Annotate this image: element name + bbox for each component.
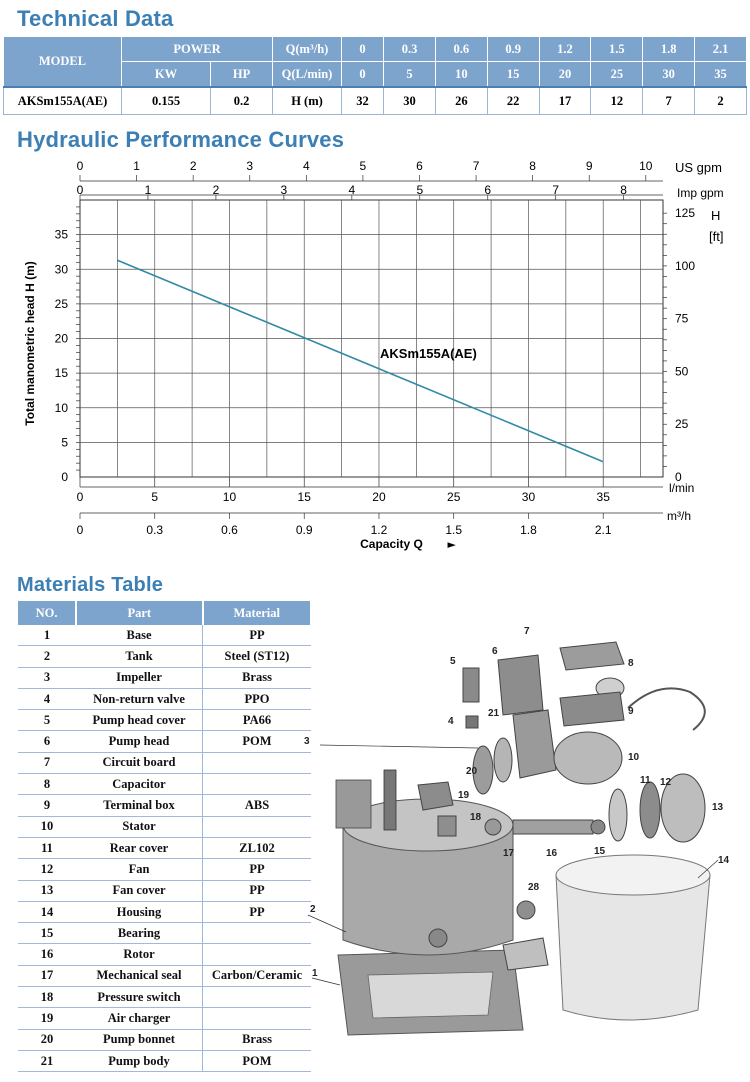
materials-title: Materials Table xyxy=(17,574,164,596)
part-no: 19 xyxy=(18,1008,76,1029)
part-no: 13 xyxy=(18,880,76,901)
usgpm-tick-label: 3 xyxy=(246,159,254,173)
impgpm-tick-label: 0 xyxy=(76,183,84,197)
q-m3h-cell: 0.9 xyxy=(487,37,539,62)
part-no: 8 xyxy=(18,774,76,795)
power-cable xyxy=(628,688,705,730)
usgpm-tick-label: 1 xyxy=(133,159,140,173)
circuit-board-part xyxy=(560,642,624,670)
diagram-label-1: 1 xyxy=(312,968,318,979)
m3h-tick-label: 1.8 xyxy=(520,523,537,537)
part-material xyxy=(203,816,312,837)
part-no: 12 xyxy=(18,859,76,880)
part-name: Pump bonnet xyxy=(76,1029,203,1050)
part-name: Base xyxy=(76,625,203,646)
q-lmin-header: Q(L/min) xyxy=(273,62,342,88)
mechanical-seal-part xyxy=(485,819,501,835)
table-row xyxy=(18,731,311,752)
part-material: ZL102 xyxy=(203,837,312,858)
q-lmin-cell: 15 xyxy=(487,62,539,88)
q-lmin-cell: 25 xyxy=(591,62,643,88)
table-row xyxy=(18,688,311,709)
diagram-label-20: 20 xyxy=(466,766,478,777)
m3h-tick-label: 1.2 xyxy=(370,523,388,537)
materials-table xyxy=(18,601,312,1072)
part-material: PPO xyxy=(203,688,312,709)
head-cell: 17 xyxy=(539,87,591,115)
diagram-label-12: 12 xyxy=(660,777,672,788)
head-cell: 22 xyxy=(487,87,539,115)
diagram-label-16: 16 xyxy=(546,848,558,859)
part-material: ABS xyxy=(203,795,312,816)
table-row xyxy=(18,1008,311,1029)
part-material: PP xyxy=(203,859,312,880)
part-no: 1 xyxy=(18,625,76,646)
kw-header: KW xyxy=(122,62,211,88)
materials-header-2: Material xyxy=(203,601,312,625)
fan-part xyxy=(640,782,660,838)
performance-chart xyxy=(0,150,750,560)
bracket-part xyxy=(336,780,371,828)
q-lmin-cell: 20 xyxy=(539,62,591,88)
table-row xyxy=(18,1050,311,1071)
table-row xyxy=(18,837,311,858)
pump-body-part xyxy=(513,710,556,778)
tank-port xyxy=(429,929,447,947)
part-name: Pressure switch xyxy=(76,987,203,1008)
table-row xyxy=(18,625,311,646)
m3h-tick-label: 0.6 xyxy=(221,523,238,537)
impgpm-tick-label: 7 xyxy=(552,183,560,197)
part-name: Tank xyxy=(76,646,203,667)
diagram-label-3: 3 xyxy=(304,736,310,747)
kw-value: 0.155 xyxy=(122,87,211,115)
part-material xyxy=(203,1008,312,1029)
table-row xyxy=(18,965,311,986)
hp-value: 0.2 xyxy=(211,87,273,115)
part-no: 15 xyxy=(18,923,76,944)
head-cell: 30 xyxy=(384,87,436,115)
diagram-label-14: 14 xyxy=(718,855,730,866)
q-m3h-cell: 1.5 xyxy=(591,37,643,62)
q-lmin-cell: 5 xyxy=(384,62,436,88)
diagram-label-4: 4 xyxy=(448,716,454,727)
technical-data-title: Technical Data xyxy=(17,6,174,31)
q-lmin-cell: 30 xyxy=(643,62,695,88)
part-name: Capacitor xyxy=(76,774,203,795)
part-no: 14 xyxy=(18,901,76,922)
part-material: PP xyxy=(203,901,312,922)
diagram-label-10: 10 xyxy=(628,752,640,763)
y-tick-label: 10 xyxy=(54,400,68,415)
usgpm-tick-label: 10 xyxy=(639,159,653,173)
part-name: Mechanical seal xyxy=(76,965,203,986)
part-name: Rotor xyxy=(76,944,203,965)
performance-curve xyxy=(117,260,603,462)
head-cell: 26 xyxy=(435,87,487,115)
impgpm-tick-label: 3 xyxy=(280,183,288,197)
part-material xyxy=(203,752,312,773)
usgpm-tick-label: 0 xyxy=(76,159,84,173)
model-header: MODEL xyxy=(4,37,122,88)
y-tick-label: 20 xyxy=(54,331,68,346)
part-name: Non-return valve xyxy=(76,688,203,709)
ft-tick-label: 125 xyxy=(675,206,696,221)
part-no: 10 xyxy=(18,816,76,837)
part-name: Rear cover xyxy=(76,837,203,858)
impgpm-tick-label: 5 xyxy=(416,183,424,197)
y-tick-label: 25 xyxy=(54,296,68,311)
m3h-tick-label: 0.3 xyxy=(146,523,164,537)
model-value: AKSm155A(AE) xyxy=(4,87,122,115)
part-no: 4 xyxy=(18,688,76,709)
part-name: Stator xyxy=(76,816,203,837)
materials-header-1: Part xyxy=(76,601,203,625)
part-no: 3 xyxy=(18,667,76,688)
base-opening xyxy=(368,972,493,1018)
impgpm-tick-label: 2 xyxy=(212,183,220,197)
part-material xyxy=(203,944,312,965)
part-name: Terminal box xyxy=(76,795,203,816)
shaft-part xyxy=(384,770,396,830)
table-row xyxy=(18,667,311,688)
usgpm-tick-label: 4 xyxy=(302,159,310,173)
curve-label: AKSm155A(AE) xyxy=(380,346,477,361)
y-tick-label: 30 xyxy=(54,262,68,277)
q-m3h-cell: 2.1 xyxy=(695,37,747,62)
materials-header-0: NO. xyxy=(18,601,76,625)
part-name: Fan cover xyxy=(76,880,203,901)
part-material: PP xyxy=(203,625,312,646)
head-cell: 2 xyxy=(695,87,747,115)
table-row xyxy=(18,859,311,880)
curves-title: Hydraulic Performance Curves xyxy=(17,127,345,152)
part-no: 6 xyxy=(18,731,76,752)
usgpm-tick-label: 9 xyxy=(585,159,593,173)
x-axis-label: Capacity Q xyxy=(360,537,423,551)
impgpm-tick-label: 6 xyxy=(484,183,492,197)
diagram-label-2: 2 xyxy=(310,904,316,915)
pump-head-cover-part xyxy=(463,668,479,702)
m3h-tick-label: 0.9 xyxy=(295,523,313,537)
non-return-valve-part xyxy=(466,716,478,728)
part-no: 2 xyxy=(18,646,76,667)
diagram-label-8: 8 xyxy=(628,658,634,669)
exploded-diagram xyxy=(298,620,748,1080)
part-no: 18 xyxy=(18,987,76,1008)
hp-header: HP xyxy=(211,62,273,88)
usgpm-tick-label: 5 xyxy=(359,159,367,173)
diagram-label-21: 21 xyxy=(488,708,500,719)
diagram-label-28: 28 xyxy=(528,882,540,893)
diagram-label-7: 7 xyxy=(524,626,530,637)
part-material: Carbon/Ceramic xyxy=(203,965,312,986)
table-row xyxy=(18,816,311,837)
part-material xyxy=(203,923,312,944)
usgpm-tick-label: 7 xyxy=(472,159,480,173)
part-no: 9 xyxy=(18,795,76,816)
table-row xyxy=(18,901,311,922)
part-no: 17 xyxy=(18,965,76,986)
part-name: Bearing xyxy=(76,923,203,944)
y-axis-label: Total manometric head H (m) xyxy=(23,261,37,426)
part-material: Brass xyxy=(203,667,312,688)
diagram-label-17: 17 xyxy=(503,848,515,859)
housing-top xyxy=(556,855,710,895)
part-name: Pump body xyxy=(76,1050,203,1071)
part-material xyxy=(203,774,312,795)
table-row xyxy=(18,987,311,1008)
part-material: Steel (ST12) xyxy=(203,646,312,667)
head-cell: 32 xyxy=(342,87,384,115)
ft-unit: [ft] xyxy=(709,229,724,244)
q-lmin-cell: 35 xyxy=(695,62,747,88)
impgpm-tick-label: 4 xyxy=(348,183,356,197)
ft-tick-label: 0 xyxy=(675,470,682,484)
lmin-tick-label: 10 xyxy=(222,490,237,504)
lmin-tick-label: 5 xyxy=(151,490,159,504)
air-charger-part xyxy=(418,782,453,810)
part-no: 21 xyxy=(18,1050,76,1071)
q-m3h-cell: 1.2 xyxy=(539,37,591,62)
part-no: 7 xyxy=(18,752,76,773)
rear-cover-part xyxy=(609,789,627,841)
diagram-label-5: 5 xyxy=(450,656,456,667)
impgpm-tick-label: 1 xyxy=(144,183,152,197)
table-row xyxy=(18,944,311,965)
table-row xyxy=(18,752,311,773)
part-no: 16 xyxy=(18,944,76,965)
q-m3h-cell: 0.3 xyxy=(384,37,436,62)
table-row xyxy=(18,646,311,667)
part-name: Housing xyxy=(76,901,203,922)
impeller-part xyxy=(494,738,512,782)
ft-unit-h: H xyxy=(711,208,721,223)
usgpm-tick-label: 8 xyxy=(529,159,536,173)
part-material: PP xyxy=(203,880,312,901)
q-m3h-header: Q(m³/h) xyxy=(273,37,342,62)
h-header: H (m) xyxy=(273,87,342,115)
table-row xyxy=(18,710,311,731)
table-row xyxy=(18,774,311,795)
diagram-label-11: 11 xyxy=(640,775,651,786)
table-row xyxy=(18,880,311,901)
part-name: Air charger xyxy=(76,1008,203,1029)
q-lmin-cell: 0 xyxy=(342,62,384,88)
part-material: POM xyxy=(203,1050,312,1071)
part-no: 20 xyxy=(18,1029,76,1050)
head-cell: 7 xyxy=(643,87,695,115)
impgpm-unit: Imp gpm xyxy=(677,186,724,200)
diagram-label-19: 19 xyxy=(458,790,470,801)
power-header: POWER xyxy=(122,37,273,62)
ft-tick-label: 50 xyxy=(675,364,689,379)
diagram-label-6: 6 xyxy=(492,646,498,657)
m3h-tick-label: 1.5 xyxy=(445,523,463,537)
technical-data-table xyxy=(3,36,747,115)
gasket-part xyxy=(503,938,548,970)
part-name: Circuit board xyxy=(76,752,203,773)
part-name: Fan xyxy=(76,859,203,880)
table-row xyxy=(18,923,311,944)
usgpm-tick-label: 2 xyxy=(189,159,197,173)
table-row xyxy=(18,795,311,816)
ft-tick-label: 75 xyxy=(675,311,689,326)
diagram-label-18: 18 xyxy=(470,812,482,823)
q-m3h-cell: 0.6 xyxy=(435,37,487,62)
ft-tick-label: 25 xyxy=(675,417,689,432)
m3h-tick-label: 2.1 xyxy=(594,523,612,537)
lmin-tick-label: 0 xyxy=(76,490,84,504)
terminal-box-part xyxy=(560,692,624,726)
y-tick-label: 15 xyxy=(54,366,68,381)
part-material: Brass xyxy=(203,1029,312,1050)
lmin-tick-label: 35 xyxy=(596,490,610,504)
ft-tick-label: 100 xyxy=(675,258,696,273)
lmin-tick-label: 30 xyxy=(521,490,536,504)
x-axis-arrow: ► xyxy=(447,538,456,551)
q-lmin-cell: 10 xyxy=(435,62,487,88)
impgpm-tick-label: 8 xyxy=(620,183,627,197)
q-m3h-cell: 1.8 xyxy=(643,37,695,62)
lmin-unit: l/min xyxy=(669,481,695,495)
part-material: POM xyxy=(203,731,312,752)
m3h-tick-label: 0 xyxy=(76,523,84,537)
diagram-label-13: 13 xyxy=(712,802,724,813)
y-tick-label: 0 xyxy=(61,470,68,484)
part-material: PA66 xyxy=(203,710,312,731)
usgpm-tick-label: 6 xyxy=(416,159,423,173)
y-tick-label: 35 xyxy=(54,227,68,242)
stator-part xyxy=(554,732,622,784)
part-name: Pump head cover xyxy=(76,710,203,731)
usgpm-unit: US gpm xyxy=(675,160,722,175)
table-row xyxy=(18,1029,311,1050)
head-cell: 12 xyxy=(591,87,643,115)
part-28 xyxy=(517,901,535,919)
lmin-tick-label: 20 xyxy=(372,490,386,504)
bearing-part xyxy=(591,820,605,834)
diagram-label-15: 15 xyxy=(594,846,606,857)
pump-head-part xyxy=(498,655,543,715)
pressure-switch-part xyxy=(438,816,456,836)
part-material xyxy=(203,987,312,1008)
y-tick-label: 5 xyxy=(61,435,68,450)
rotor-part xyxy=(513,820,593,834)
m3h-unit: m³/h xyxy=(667,509,691,523)
part-no: 5 xyxy=(18,710,76,731)
part-name: Pump head xyxy=(76,731,203,752)
lmin-tick-label: 15 xyxy=(297,490,311,504)
diagram-label-9: 9 xyxy=(628,706,634,717)
q-m3h-cell: 0 xyxy=(342,37,384,62)
part-name: Impeller xyxy=(76,667,203,688)
part-no: 11 xyxy=(18,837,76,858)
lmin-tick-label: 25 xyxy=(447,490,461,504)
